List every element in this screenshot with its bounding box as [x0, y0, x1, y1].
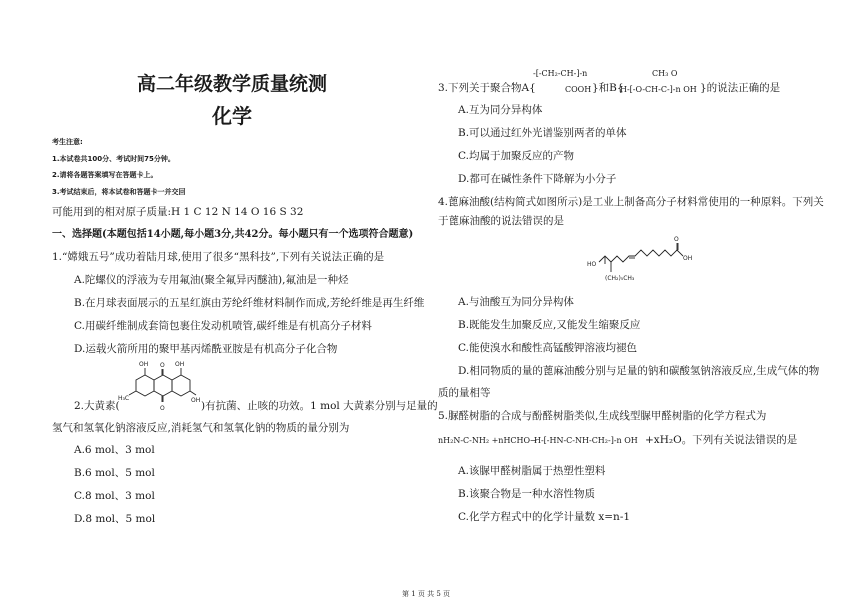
q1-option-d: D.运载火箭所用的聚甲基丙烯酰亚胺是有机高分子化合物	[74, 343, 338, 355]
exam-title: 高二年级教学质量统测	[137, 73, 328, 95]
q2-option-a: A.6 mol、3 mol	[74, 444, 155, 456]
q5-equation-left: nH₂N-C-NH₂ +nHCHO→	[438, 436, 537, 445]
q3-stem-c: }的说法正确的是	[700, 82, 781, 94]
q5-option-b: B.该聚合物是一种水溶性物质	[458, 488, 596, 500]
ricinoleic-label: O	[674, 236, 679, 243]
emodin-label: O	[160, 362, 165, 369]
q5-equation-right: +xH₂O。下列有关说法错误的是	[645, 434, 798, 446]
note-item: 1.本试卷共100分、考试时间75分钟。	[52, 155, 175, 163]
note-item: 3.考试结束后，将本试卷和答题卡一并交回	[52, 188, 186, 196]
emodin-label: H₃C	[118, 395, 130, 402]
q3-polymer-a-top: -[-CH₂-CH-]-n	[533, 69, 588, 78]
q3-option-c: C.均属于加聚反应的产物	[458, 150, 574, 162]
q3-polymer-b-top: CH₃ O	[652, 69, 678, 78]
emodin-label: OH	[175, 361, 185, 368]
emodin-structure	[118, 358, 200, 414]
ricinoleic-label: HO	[587, 261, 597, 268]
q2-stem-prefix: 2.大黄素(	[74, 400, 120, 412]
q2-option-b: B.6 mol、5 mol	[74, 467, 155, 479]
q3-stem-a: 3.下列关于聚合物A{	[438, 82, 536, 94]
q4-option-d-cont: 质的量相等	[438, 387, 491, 399]
q5-equation-mid: H-[-HN-C-NH-CH₂-]-n OH	[534, 436, 638, 445]
q1-option-a: A.陀螺仪的浮液为专用氟油(聚全氟异丙醚油),氟油是一种烃	[74, 274, 349, 286]
q1-option-c: C.用碳纤维制成套筒包裹住发动机喷管,碳纤维是有机高分子材料	[74, 320, 372, 332]
emodin-label: O	[160, 405, 165, 412]
q4-stem-line1: 4.蓖麻油酸(结构简式如图所示)是工业上制备高分子材料常使用的一种原料。下列关	[438, 196, 824, 208]
q3-polymer-a-sub: COOH	[565, 85, 592, 94]
q2-stem-line2: 氢气和氢氧化钠溶液反应,消耗氢气和氢氧化钠的物质的量分别为	[52, 422, 350, 434]
emodin-label: OH	[191, 397, 200, 404]
notes-heading: 考生注意:	[52, 138, 83, 146]
ricinoleic-acid-structure	[585, 234, 695, 286]
q2-stem-suffix: )有抗菌、止咳的功效。1 mol 大黄素分别与足量的	[201, 400, 438, 412]
q3-option-b: B.可以通过红外光谱鉴别两者的单体	[458, 127, 627, 139]
ricinoleic-label: (CH₂)₅CH₃	[605, 275, 635, 282]
q2-option-d: D.8 mol、5 mol	[74, 513, 156, 525]
q4-stem-line2: 于蓖麻油酸的说法错误的是	[438, 215, 564, 227]
atomic-masses: 可能用到的相对原子质量:H 1 C 12 N 14 O 16 S 32	[52, 206, 304, 218]
q4-option-d: D.相同物质的量的蓖麻油酸分别与足量的钠和碳酸氢钠溶液反应,生成气体的物	[458, 365, 820, 377]
section-heading: 一、选择题(本题包括14小题,每小题3分,共42分。每小题只有一个选项符合题意)	[52, 229, 414, 240]
note-item: 2.请将各题答案填写在答题卡上。	[52, 171, 158, 179]
q4-option-a: A.与油酸互为同分异构体	[458, 296, 574, 308]
q5-option-c: C.化学方程式中的化学计量数 x=n-1	[458, 511, 631, 523]
subject-title: 化学	[212, 104, 252, 128]
q1-stem: 1.“嫦娥五号”成功着陆月球,使用了很多“黑科技”,下列有关说法正确的是	[52, 251, 385, 263]
page-number: 第 1 页 共 5 页	[402, 590, 451, 598]
q4-option-b: B.既能发生加聚反应,又能发生缩聚反应	[458, 319, 641, 331]
q3-option-a: A.互为同分异构体	[458, 104, 543, 116]
q2-option-c: C.8 mol、3 mol	[74, 490, 155, 502]
ricinoleic-label: OH	[683, 255, 693, 262]
q3-stem-b: }和B{	[592, 82, 624, 94]
q3-polymer-b-main: H-[-O-CH-C-]-n OH	[620, 85, 697, 94]
emodin-label: OH	[139, 361, 149, 368]
q5-stem-line1: 5.脲醛树脂的合成与酚醛树脂类似,生成线型脲甲醛树脂的化学方程式为	[438, 410, 767, 422]
q1-option-b: B.在月球表面展示的五星红旗由芳纶纤维材料制作而成,芳纶纤维是再生纤维	[74, 297, 425, 309]
q3-option-d: D.都可在碱性条件下降解为小分子	[458, 173, 617, 185]
q4-option-c: C.能使溴水和酸性高锰酸钾溶液均褪色	[458, 342, 637, 354]
q5-option-a: A.该脲甲醛树脂属于热塑性塑料	[458, 465, 606, 477]
